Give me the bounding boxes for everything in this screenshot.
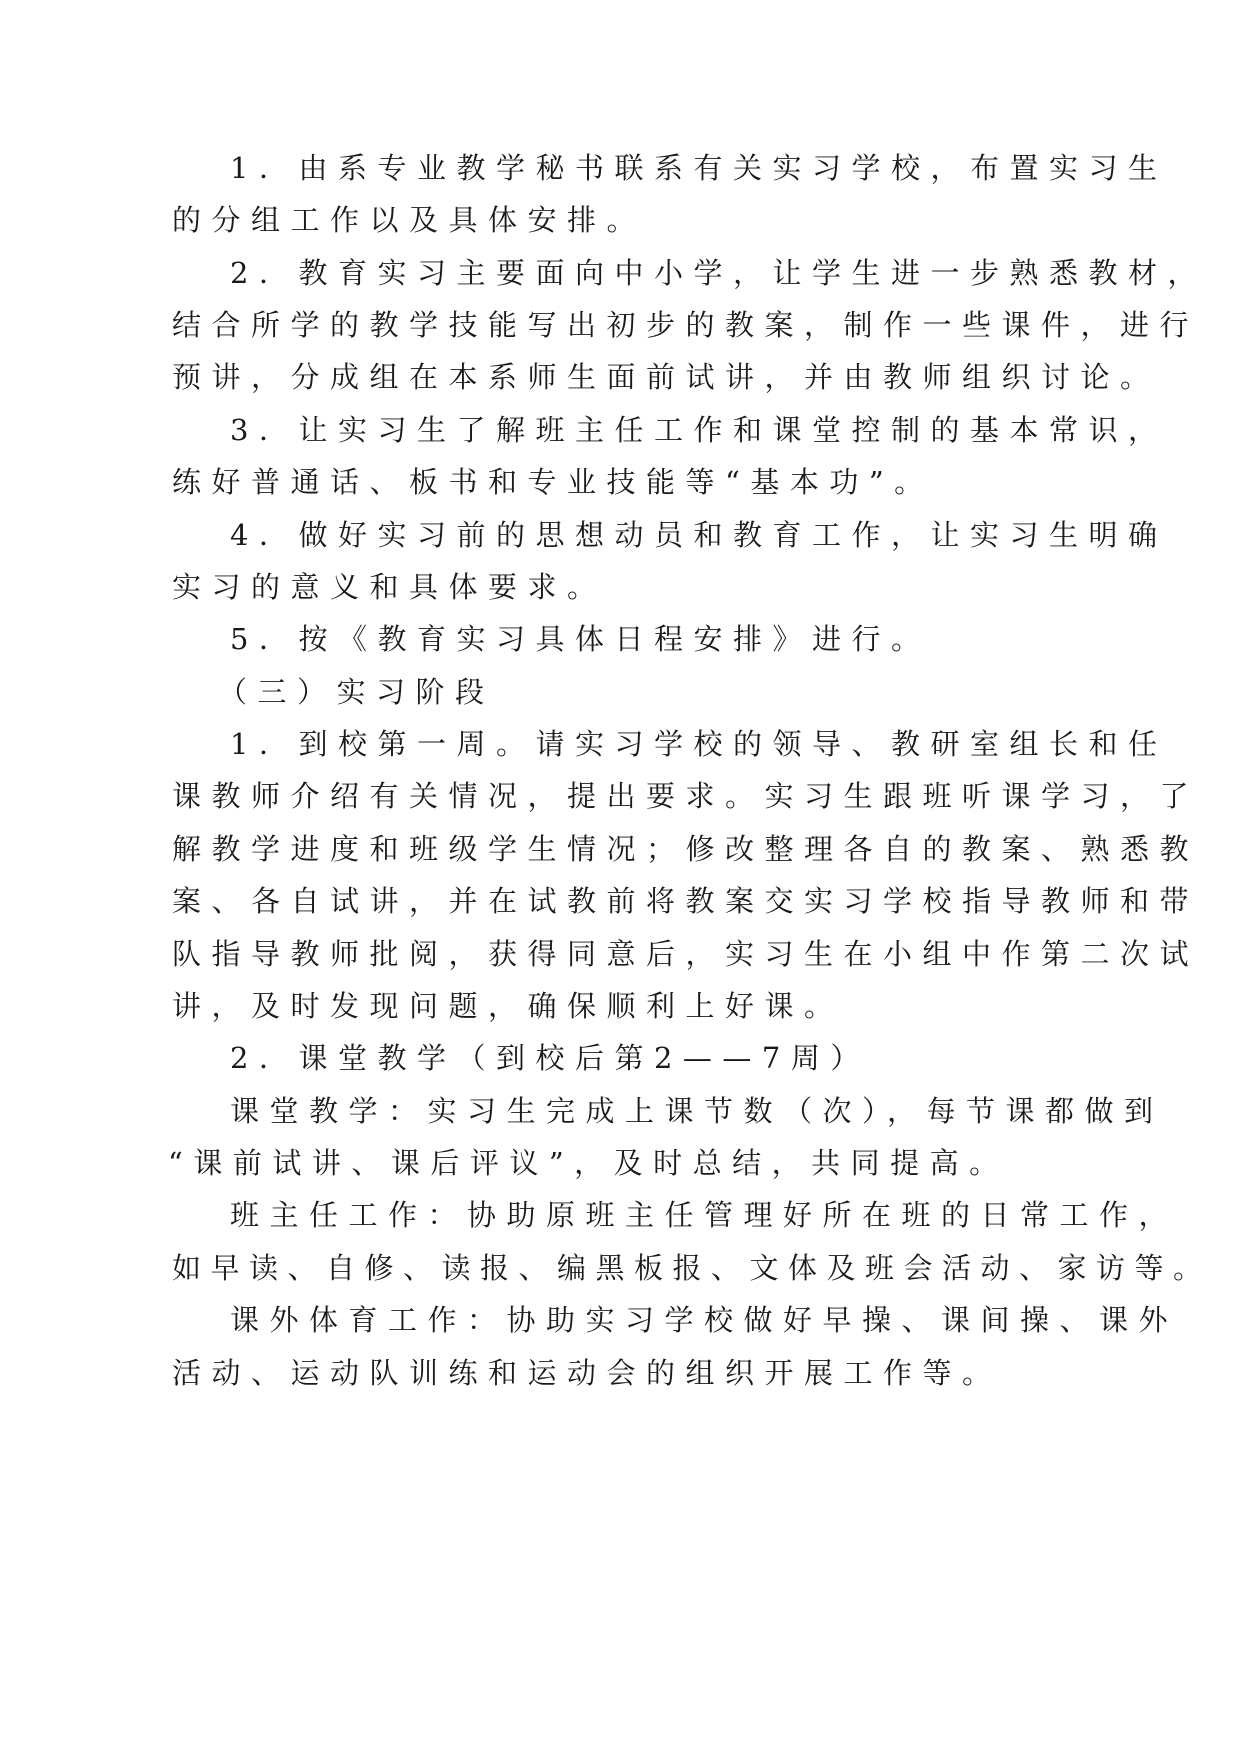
paragraph-5-line-1: 5．按《教育实习具体日程安排》进行。 xyxy=(230,622,931,656)
paragraph-2-line-2: 结合所学的教学技能写出初步的教案，制作一些课件，进行 xyxy=(172,308,1200,342)
paragraph-1-line-1: 1．由系专业教学秘书联系有关实习学校，布置实习生 xyxy=(230,151,1168,185)
paragraph-6-line-5: 队指导教师批阅，获得同意后，实习生在小组中作第二次试 xyxy=(172,937,1200,971)
paragraph-10-line-2: 活动、运动队训练和运动会的组织开展工作等。 xyxy=(172,1356,1002,1390)
paragraph-6-line-4: 案、各自试讲，并在试教前将教案交实习学校指导教师和带 xyxy=(172,884,1200,918)
paragraph-3-line-2: 练好普通话、板书和专业技能等“基本功”。 xyxy=(172,465,934,499)
paragraph-2-line-3: 预讲，分成组在本系师生面前试讲，并由教师组织讨论。 xyxy=(172,360,1160,394)
paragraph-1-line-2: 的分组工作以及具体安排。 xyxy=(172,203,647,237)
section-heading: （三）实习阶段 xyxy=(218,675,495,709)
paragraph-4-line-2: 实习的意义和具体要求。 xyxy=(172,570,607,604)
paragraph-4-line-1: 4．做好实习前的思想动员和教育工作，让实习生明确 xyxy=(230,518,1168,552)
paragraph-8-line-1: 课堂教学：实习生完成上课节数（次），每节课都做到 xyxy=(230,1094,1164,1128)
paragraph-2-line-1: 2．教育实习主要面向中小学，让学生进一步熟悉教材， xyxy=(230,256,1207,290)
paragraph-6-line-1: 1．到校第一周。请实习学校的领导、教研室组长和任 xyxy=(230,727,1168,761)
paragraph-6-line-3: 解教学进度和班级学生情况；修改整理各自的教案、熟悉教 xyxy=(172,832,1200,866)
paragraph-8-line-2: “课前试讲、课后评议”，及时总结，共同提高。 xyxy=(168,1146,1009,1180)
paragraph-6-line-6: 讲，及时发现问题，确保顺利上好课。 xyxy=(172,989,844,1023)
paragraph-9-line-1: 班主任工作：协助原班主任管理好所在班的日常工作， xyxy=(230,1198,1179,1232)
paragraph-10-line-1: 课外体育工作：协助实习学校做好早操、课间操、课外 xyxy=(230,1303,1179,1337)
paragraph-9-line-2: 如早读、自修、读报、编黑板报、文体及班会活动、家访等。 xyxy=(172,1251,1212,1285)
paragraph-3-line-1: 3．让实习生了解班主任工作和课堂控制的基本常识， xyxy=(230,413,1168,447)
paragraph-6-line-2: 课教师介绍有关情况，提出要求。实习生跟班听课学习，了 xyxy=(172,779,1200,813)
paragraph-7-line-1: 2．课堂教学（到校后第2——7周） xyxy=(230,1041,870,1075)
